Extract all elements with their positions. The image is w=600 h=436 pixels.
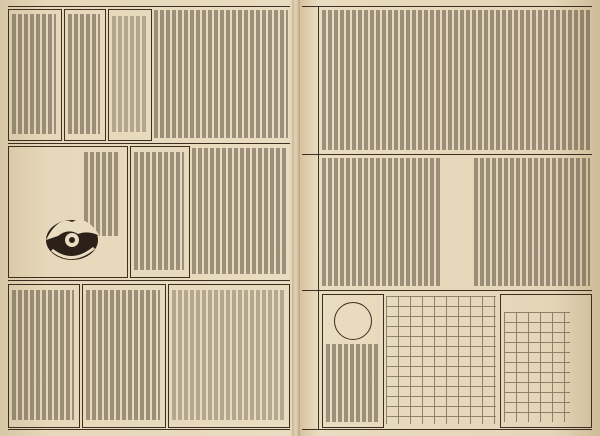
ad-text-block <box>68 14 100 134</box>
ad-text-block <box>12 290 74 420</box>
stock-table <box>504 312 570 422</box>
page-fold <box>292 0 300 436</box>
bottom-rule <box>302 429 592 430</box>
price-table <box>386 296 496 424</box>
ad-text-block <box>326 344 378 422</box>
bottom-rule <box>8 429 290 430</box>
section-rule-1 <box>302 154 592 155</box>
section-rule-2 <box>302 290 592 291</box>
masthead-rule <box>318 6 319 429</box>
ad-text-block <box>172 290 284 420</box>
left-page <box>8 6 290 430</box>
top-rule <box>302 6 592 7</box>
top-rule <box>8 6 290 7</box>
crest-emblem-icon <box>38 206 108 270</box>
article-text-block <box>322 10 590 150</box>
ad-text-block <box>112 16 146 132</box>
section-rule-1 <box>8 143 290 144</box>
stamp-mark-icon <box>334 302 372 340</box>
article-text-block <box>322 158 440 286</box>
ad-text-block <box>134 152 184 270</box>
ad-text-block <box>12 14 56 134</box>
ad-text-block <box>86 290 160 420</box>
right-page <box>302 6 592 430</box>
article-text-block <box>474 158 590 286</box>
article-text-block <box>154 10 288 138</box>
section-rule-2 <box>8 280 290 281</box>
article-text-block <box>192 148 288 274</box>
